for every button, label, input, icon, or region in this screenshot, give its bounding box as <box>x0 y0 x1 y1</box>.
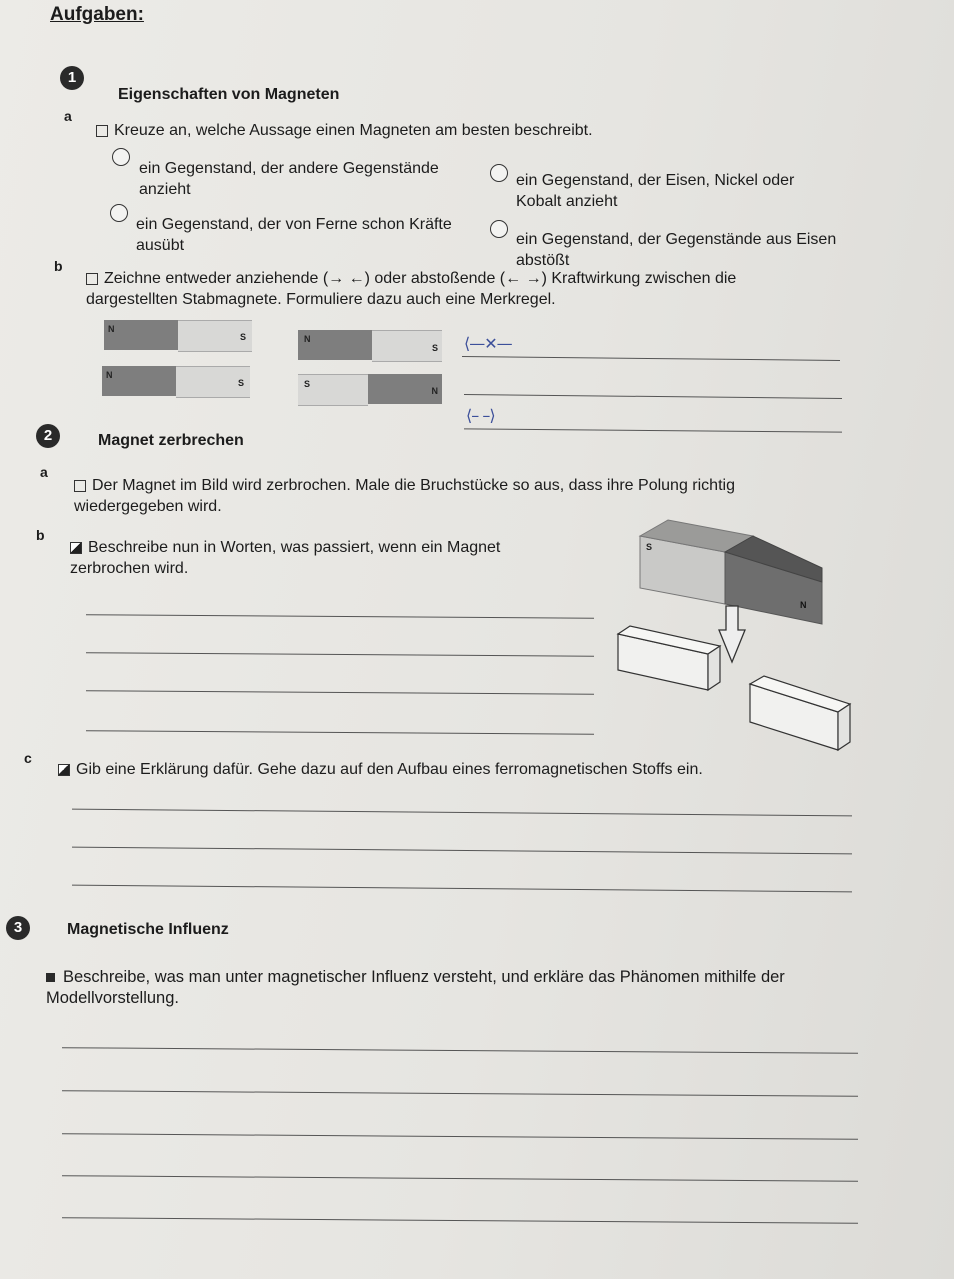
task2b-letter: b <box>36 527 45 543</box>
pole-label: N <box>431 386 438 396</box>
answer-line[interactable] <box>86 690 594 695</box>
pole-label: S <box>239 332 246 342</box>
task2a-prompt <box>74 475 834 517</box>
pole-label: N <box>108 324 115 334</box>
option-label-2: ein Gegenstand, der Eisen, Nickel oder Kobalt anzieht <box>516 172 795 210</box>
task2a-prompt-text: Der Magnet im Bild wird zerbrochen. Male die Bruchstücke so aus, dass ihre Polung richtig wiedergegeben wird. <box>74 477 735 515</box>
task2-heading: Magnet zerbrechen <box>98 432 244 449</box>
handwritten-arrows-2: ⟨– –⟩ <box>466 406 495 425</box>
pole-label: S <box>431 343 438 353</box>
pole-label: N <box>106 370 113 380</box>
task3-prompt-text: Beschreibe, was man unter magnetischer Influenz versteht, und erkläre das Phänomen mithilfe der Modellvorstellung. <box>46 968 785 1007</box>
answer-line[interactable] <box>62 1217 858 1224</box>
pole-label: S <box>237 378 244 388</box>
pole-label: N <box>304 334 311 344</box>
page-title: Aufgaben: <box>50 4 144 25</box>
task1b-prompt-text: Zeichne entweder anziehende (→ ←) oder abstoßende (← →) Kraftwirkung zwischen die dargestellten Stabmagnete. Formuliere dazu auch eine Merkregel. <box>86 270 737 308</box>
task2c-prompt-text: Gib eine Erklärung dafür. Gehe dazu auf den Aufbau eines ferromagnetischen Stoffs ein. <box>76 761 703 778</box>
task1b-prompt <box>86 268 826 310</box>
task3-prompt <box>46 967 846 1009</box>
option-radio-1[interactable] <box>112 148 130 166</box>
task2b-prompt-text: Beschreibe nun in Worten, was passiert, wenn ein Magnet zerbrochen wird. <box>70 539 501 577</box>
task2c-letter: c <box>24 750 32 766</box>
answer-line[interactable] <box>62 1090 858 1097</box>
pole-s-label: S <box>646 542 653 552</box>
answer-line[interactable] <box>464 428 842 432</box>
answer-line[interactable] <box>62 1175 858 1182</box>
task2c-prompt <box>58 759 878 780</box>
task1b-checkbox[interactable] <box>86 273 98 285</box>
handwritten-arrows-1: ⟨—✕— <box>464 334 512 353</box>
option-label-1: ein Gegenstand, der andere Gegenstände anzieht <box>139 160 439 198</box>
option-radio-2[interactable] <box>490 164 508 182</box>
task2b-prompt <box>70 537 550 579</box>
task1a-prompt <box>96 120 593 141</box>
pole-label: S <box>304 379 311 389</box>
option-label-3: ein Gegenstand, der von Ferne schon Kräfte ausübt <box>136 216 452 254</box>
answer-line[interactable] <box>464 394 842 399</box>
task-bullet-icon <box>46 973 55 982</box>
answer-line[interactable] <box>86 614 594 619</box>
option-radio-3[interactable] <box>110 204 128 222</box>
task-number-2: 2 <box>36 424 60 448</box>
answer-line[interactable] <box>86 730 594 735</box>
task1b-letter: b <box>54 258 63 274</box>
task-number-3: 3 <box>6 916 30 940</box>
breaking-magnet-figure <box>600 512 860 757</box>
task2a-checkbox[interactable] <box>74 480 86 492</box>
task2c-checkbox[interactable] <box>58 764 70 776</box>
task3-heading: Magnetische Influenz <box>67 921 229 938</box>
bar-magnet-1-right <box>298 330 442 360</box>
bar-magnet-2-left <box>102 366 250 396</box>
answer-line[interactable] <box>72 847 852 855</box>
task-number-1: 1 <box>60 66 84 90</box>
answer-line[interactable] <box>72 885 852 893</box>
bar-magnet-2-right <box>298 374 442 404</box>
task1a-prompt-text: Kreuze an, welche Aussage einen Magneten am besten beschreibt. <box>114 122 593 139</box>
task1-heading: Eigenschaften von Magneten <box>118 86 340 103</box>
task1a-letter: a <box>64 108 72 124</box>
answer-line[interactable] <box>72 809 852 817</box>
answer-line[interactable] <box>62 1047 858 1054</box>
fragment-right-end <box>838 704 850 750</box>
task2b-checkbox[interactable] <box>70 542 82 554</box>
pole-n-label: N <box>800 600 807 610</box>
task2a-letter: a <box>40 464 48 480</box>
option-radio-4[interactable] <box>490 220 508 238</box>
bar-magnet-1-left <box>104 320 252 350</box>
down-arrow-icon <box>719 606 745 662</box>
answer-line[interactable] <box>462 356 840 361</box>
answer-line[interactable] <box>62 1133 858 1140</box>
fragment-left-end <box>708 646 720 690</box>
answer-line[interactable] <box>86 652 594 657</box>
task1a-checkbox[interactable] <box>96 125 108 137</box>
option-label-4: ein Gegenstand, der Gegenstände aus Eisen abstößt <box>516 231 837 269</box>
